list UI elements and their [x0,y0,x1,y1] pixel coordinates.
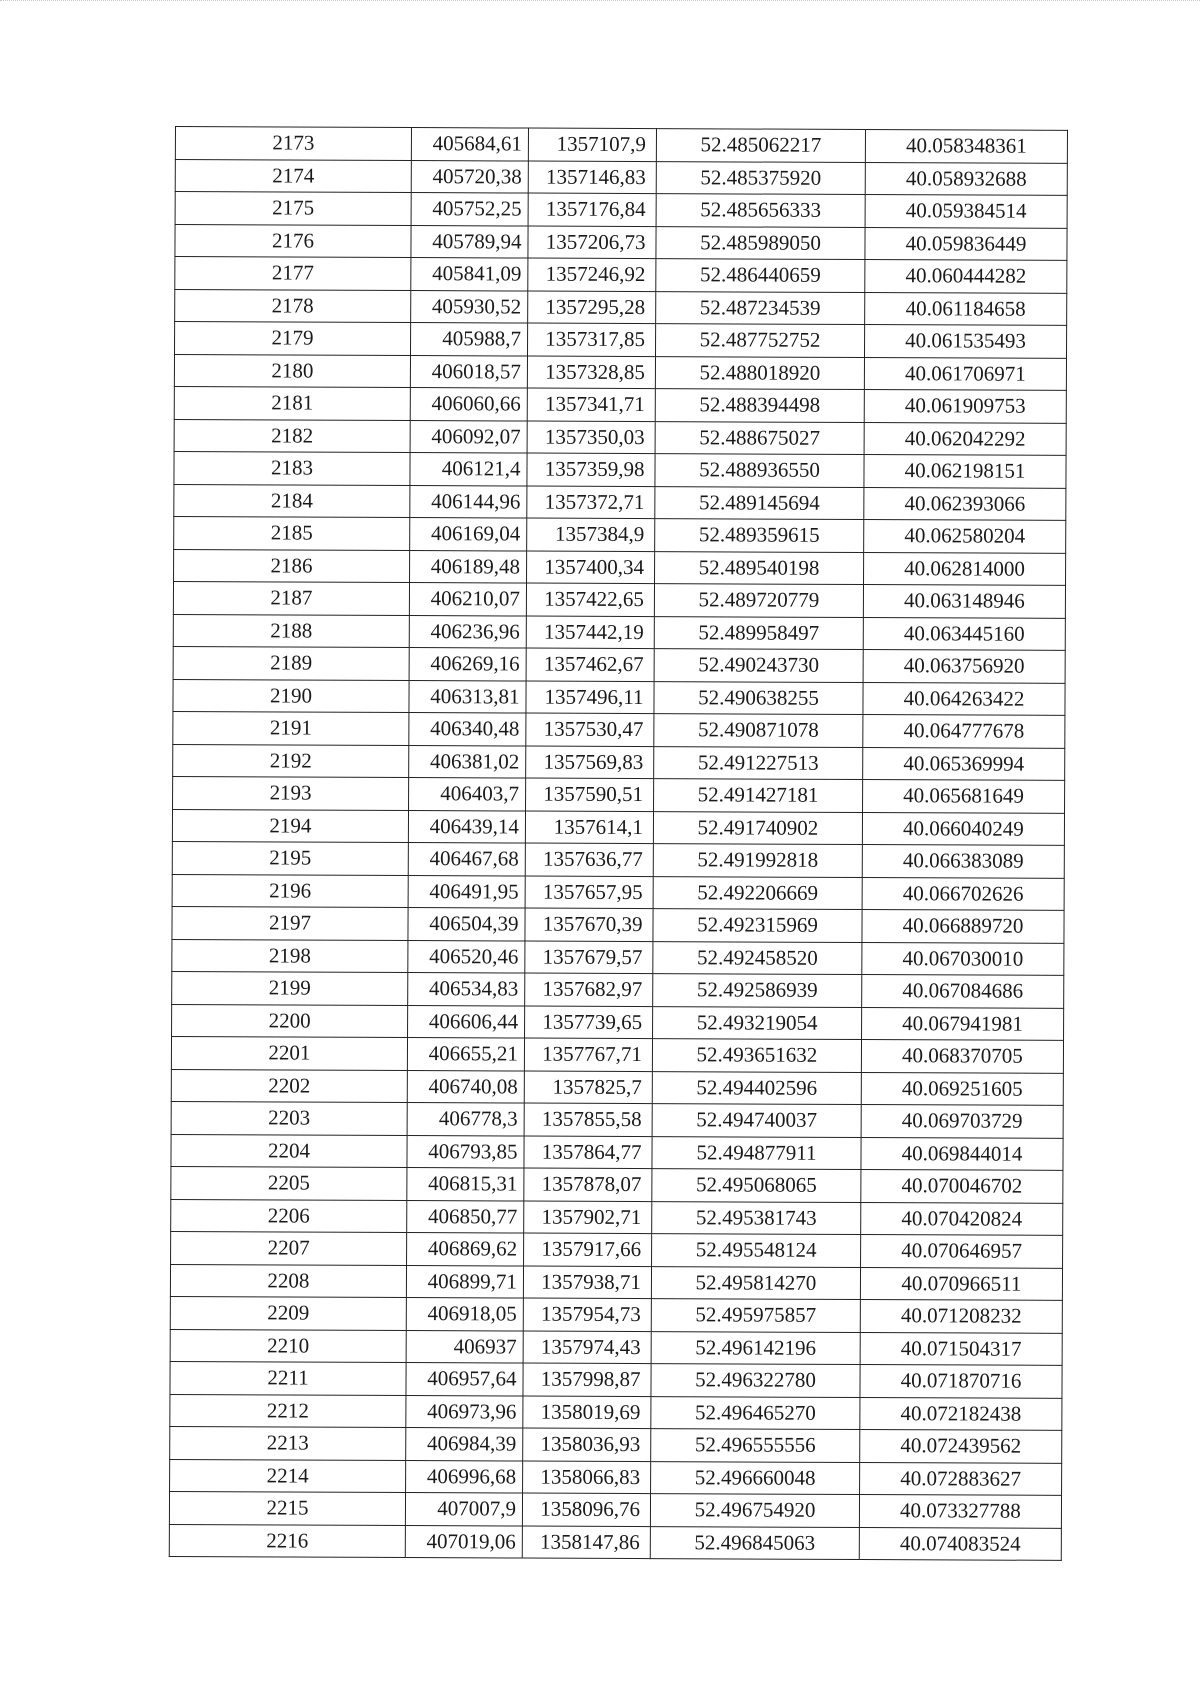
longitude-cell: 40.068370705 [861,1040,1063,1073]
latitude-cell: 52.495975857 [651,1299,860,1332]
x-coordinate-cell: 406793,85 [407,1135,524,1168]
y-coordinate-cell: 1357372,71 [527,486,655,519]
latitude-cell: 52.496660048 [651,1461,860,1494]
latitude-cell: 52.485062217 [656,129,865,162]
latitude-cell: 52.491227513 [654,746,863,779]
x-coordinate-cell: 406534,83 [408,973,525,1006]
table-row [174,516,1066,552]
coordinates-table [169,126,1068,1561]
y-coordinate-cell: 1357938,71 [523,1266,651,1299]
table-row [171,1101,1063,1137]
latitude-cell: 52.490871078 [654,714,863,747]
latitude-cell: 52.496754920 [650,1494,859,1527]
table-row [169,1524,1061,1560]
point-number-cell: 2183 [174,451,410,485]
longitude-cell: 40.061535493 [864,325,1066,358]
longitude-cell: 40.063148946 [863,585,1065,618]
x-coordinate-cell: 406060,66 [410,388,527,421]
table-row [175,289,1067,325]
table-row [172,841,1064,877]
point-number-cell: 2199 [172,971,408,1005]
longitude-cell: 40.063445160 [863,617,1065,650]
y-coordinate-cell: 1357614,1 [525,811,653,844]
longitude-cell: 40.070646957 [861,1235,1063,1268]
latitude-cell: 52.496142196 [651,1331,860,1364]
longitude-cell: 40.069251605 [861,1072,1063,1105]
y-coordinate-cell: 1357998,87 [523,1363,651,1396]
y-coordinate-cell: 1357739,65 [525,1006,653,1039]
latitude-cell: 52.496845063 [650,1526,859,1559]
longitude-cell: 40.065681649 [863,780,1065,813]
point-number-cell: 2198 [172,939,408,973]
table-row [171,1199,1063,1235]
y-coordinate-cell: 1357569,83 [526,746,654,779]
table-row [170,1329,1062,1365]
longitude-cell: 40.072883627 [860,1462,1062,1495]
point-number-cell: 2202 [171,1069,407,1103]
longitude-cell: 40.071870716 [860,1365,1062,1398]
point-number-cell: 2193 [173,776,409,810]
point-number-cell: 2186 [174,549,410,583]
x-coordinate-cell: 405789,94 [411,225,528,258]
y-coordinate-cell: 1357328,85 [527,356,655,389]
x-coordinate-cell: 406403,7 [409,778,526,811]
point-number-cell: 2196 [172,874,408,908]
point-number-cell: 2203 [171,1101,407,1135]
point-number-cell: 2204 [171,1134,407,1168]
y-coordinate-cell: 1358147,86 [522,1526,650,1559]
table-row [173,646,1065,682]
x-coordinate-cell: 406467,68 [408,843,525,876]
latitude-cell: 52.488675027 [655,421,864,454]
point-number-cell: 2182 [174,419,410,453]
point-number-cell: 2191 [173,711,409,745]
y-coordinate-cell: 1357767,71 [524,1038,652,1071]
y-coordinate-cell: 1357400,34 [527,551,655,584]
point-number-cell: 2185 [174,516,410,550]
latitude-cell: 52.492315969 [653,909,862,942]
y-coordinate-cell: 1357462,67 [526,648,654,681]
x-coordinate-cell: 406957,64 [406,1363,523,1396]
latitude-cell: 52.496555556 [651,1429,860,1462]
longitude-cell: 40.062814000 [864,552,1066,585]
y-coordinate-cell: 1357855,58 [524,1103,652,1136]
y-coordinate-cell: 1357954,73 [523,1298,651,1331]
y-coordinate-cell: 1357670,39 [525,908,653,941]
longitude-cell: 40.065369994 [863,747,1065,780]
x-coordinate-cell: 406606,44 [408,1005,525,1038]
point-number-cell: 2208 [170,1264,406,1298]
x-coordinate-cell: 406121,4 [410,453,527,486]
y-coordinate-cell: 1358096,76 [522,1493,650,1526]
latitude-cell: 52.491740902 [653,811,862,844]
x-coordinate-cell: 406269,16 [409,648,526,681]
x-coordinate-cell: 406144,96 [410,485,527,518]
table-row [172,939,1064,975]
latitude-cell: 52.489145694 [655,486,864,519]
y-coordinate-cell: 1357878,07 [524,1168,652,1201]
x-coordinate-cell: 405930,52 [411,290,528,323]
latitude-cell: 52.492586939 [653,974,862,1007]
table-row [173,776,1065,812]
x-coordinate-cell: 406092,07 [410,420,527,453]
x-coordinate-cell: 405720,38 [411,160,528,193]
latitude-cell: 52.487752752 [656,324,865,357]
point-number-cell: 2207 [171,1231,407,1265]
longitude-cell: 40.059836449 [865,227,1067,260]
latitude-cell: 52.492458520 [653,941,862,974]
latitude-cell: 52.488018920 [655,356,864,389]
x-coordinate-cell: 406899,71 [406,1265,523,1298]
table-row [171,1134,1063,1170]
y-coordinate-cell: 1357317,85 [528,323,656,356]
table-row [174,484,1066,520]
y-coordinate-cell: 1357107,9 [528,128,656,161]
table-row [171,1036,1063,1072]
point-number-cell: 2194 [172,809,408,843]
y-coordinate-cell: 1357530,47 [526,713,654,746]
table-row [171,1166,1063,1202]
y-coordinate-cell: 1357176,84 [528,193,656,226]
x-coordinate-cell: 406815,31 [407,1168,524,1201]
longitude-cell: 40.063756920 [863,650,1065,683]
longitude-cell: 40.062042292 [864,422,1066,455]
table-row [171,1069,1063,1105]
point-number-cell: 2188 [173,614,409,648]
longitude-cell: 40.066702626 [862,877,1064,910]
x-coordinate-cell: 406169,04 [410,518,527,551]
table-row [170,1459,1062,1495]
longitude-cell: 40.059384514 [865,195,1067,228]
latitude-cell: 52.495068065 [652,1169,861,1202]
y-coordinate-cell: 1357974,43 [523,1331,651,1364]
latitude-cell: 52.491427181 [654,779,863,812]
y-coordinate-cell: 1357679,57 [525,941,653,974]
longitude-cell: 40.069703729 [861,1105,1063,1138]
point-number-cell: 2216 [169,1524,405,1558]
longitude-cell: 40.064777678 [863,715,1065,748]
longitude-cell: 40.064263422 [863,682,1065,715]
table-row [175,224,1067,260]
table-row [174,386,1066,422]
longitude-cell: 40.062198151 [864,455,1066,488]
table-row [175,127,1067,163]
table-row [170,1394,1062,1430]
latitude-cell: 52.489540198 [655,551,864,584]
table-row [175,322,1067,358]
x-coordinate-cell: 405752,25 [411,193,528,226]
table-row [175,159,1067,195]
x-coordinate-cell: 406313,81 [409,680,526,713]
y-coordinate-cell: 1357825,7 [524,1071,652,1104]
x-coordinate-cell: 406491,95 [408,875,525,908]
longitude-cell: 40.070046702 [861,1170,1063,1203]
point-number-cell: 2210 [170,1329,406,1363]
x-coordinate-cell: 406340,48 [409,713,526,746]
latitude-cell: 52.486440659 [656,259,865,292]
x-coordinate-cell: 406996,68 [406,1460,523,1493]
coordinates-table-body [169,127,1067,1561]
x-coordinate-cell: 406655,21 [407,1038,524,1071]
x-coordinate-cell: 406869,62 [407,1233,524,1266]
y-coordinate-cell: 1357350,03 [527,421,655,454]
latitude-cell: 52.485989050 [656,226,865,259]
latitude-cell: 52.494740037 [652,1104,861,1137]
y-coordinate-cell: 1358019,69 [523,1396,651,1429]
longitude-cell: 40.071504317 [860,1332,1062,1365]
longitude-cell: 40.072439562 [860,1430,1062,1463]
point-number-cell: 2212 [170,1394,406,1428]
point-number-cell: 2173 [175,127,411,161]
y-coordinate-cell: 1357359,98 [527,453,655,486]
latitude-cell: 52.485656333 [656,194,865,227]
table-row [172,971,1064,1007]
latitude-cell: 52.485375920 [656,161,865,194]
point-number-cell: 2214 [170,1459,406,1493]
longitude-cell: 40.061706971 [864,357,1066,390]
x-coordinate-cell: 406850,77 [407,1200,524,1233]
latitude-cell: 52.496322780 [651,1364,860,1397]
latitude-cell: 52.490638255 [654,681,863,714]
longitude-cell: 40.062393066 [864,487,1066,520]
latitude-cell: 52.488394498 [655,389,864,422]
point-number-cell: 2206 [171,1199,407,1233]
latitude-cell: 52.489359615 [655,519,864,552]
table-row [172,809,1064,845]
point-number-cell: 2175 [175,192,411,226]
x-coordinate-cell: 406778,3 [407,1103,524,1136]
table-row [169,1491,1061,1527]
x-coordinate-cell: 406189,48 [410,550,527,583]
point-number-cell: 2200 [172,1004,408,1038]
longitude-cell: 40.073327788 [859,1494,1061,1527]
point-number-cell: 2211 [170,1361,406,1395]
latitude-cell: 52.494402596 [652,1071,861,1104]
point-number-cell: 2176 [175,224,411,258]
table-row [173,679,1065,715]
longitude-cell: 40.066383089 [862,845,1064,878]
longitude-cell: 40.058932688 [865,162,1067,195]
y-coordinate-cell: 1357682,97 [525,973,653,1006]
table-row [174,354,1066,390]
y-coordinate-cell: 1357422,65 [526,583,654,616]
longitude-cell: 40.058348361 [865,130,1067,163]
y-coordinate-cell: 1357341,71 [527,388,655,421]
x-coordinate-cell: 406236,96 [409,615,526,648]
point-number-cell: 2184 [174,484,410,518]
table-row [173,614,1065,650]
point-number-cell: 2177 [175,257,411,291]
table-row [175,257,1067,293]
longitude-cell: 40.067941981 [862,1007,1064,1040]
table-row [173,711,1065,747]
scan-edge-line [0,0,1200,11]
table-row [172,1004,1064,1040]
latitude-cell: 52.494877911 [652,1136,861,1169]
x-coordinate-cell: 406740,08 [407,1070,524,1103]
x-coordinate-cell: 406381,02 [409,745,526,778]
point-number-cell: 2181 [174,386,410,420]
y-coordinate-cell: 1357590,51 [526,778,654,811]
longitude-cell: 40.067084686 [862,975,1064,1008]
y-coordinate-cell: 1357657,95 [525,876,653,909]
y-coordinate-cell: 1357917,66 [524,1233,652,1266]
x-coordinate-cell: 407019,06 [405,1525,522,1558]
table-row [172,874,1064,910]
longitude-cell: 40.069844014 [861,1137,1063,1170]
latitude-cell: 52.493651632 [652,1039,861,1072]
point-number-cell: 2180 [174,354,410,388]
point-number-cell: 2190 [173,679,409,713]
latitude-cell: 52.489958497 [654,616,863,649]
y-coordinate-cell: 1357384,9 [527,518,655,551]
y-coordinate-cell: 1357496,11 [526,681,654,714]
table-row [170,1361,1062,1397]
y-coordinate-cell: 1357295,28 [528,291,656,324]
longitude-cell: 40.066040249 [862,812,1064,845]
latitude-cell: 52.495814270 [651,1266,860,1299]
table-row [170,1264,1062,1300]
table-row [173,744,1065,780]
point-number-cell: 2178 [175,289,411,323]
y-coordinate-cell: 1357246,92 [528,258,656,291]
x-coordinate-cell: 406504,39 [408,908,525,941]
point-number-cell: 2205 [171,1166,407,1200]
longitude-cell: 40.070420824 [861,1202,1063,1235]
latitude-cell: 52.488936550 [655,454,864,487]
point-number-cell: 2189 [173,646,409,680]
longitude-cell: 40.072182438 [860,1397,1062,1430]
latitude-cell: 52.495548124 [652,1234,861,1267]
x-coordinate-cell: 406520,46 [408,940,525,973]
point-number-cell: 2187 [173,581,409,615]
y-coordinate-cell: 1357864,77 [524,1136,652,1169]
table-row [171,1231,1063,1267]
y-coordinate-cell: 1357902,71 [524,1201,652,1234]
x-coordinate-cell: 406918,05 [406,1298,523,1331]
y-coordinate-cell: 1358036,93 [523,1428,651,1461]
x-coordinate-cell: 406018,57 [410,355,527,388]
x-coordinate-cell: 405684,61 [411,128,528,161]
table-row [175,192,1067,228]
latitude-cell: 52.487234539 [656,291,865,324]
point-number-cell: 2215 [169,1491,405,1525]
latitude-cell: 52.493219054 [653,1006,862,1039]
y-coordinate-cell: 1357146,83 [528,161,656,194]
longitude-cell: 40.066889720 [862,910,1064,943]
longitude-cell: 40.061909753 [864,390,1066,423]
point-number-cell: 2201 [171,1036,407,1070]
x-coordinate-cell: 406210,07 [409,583,526,616]
longitude-cell: 40.070966511 [860,1267,1062,1300]
point-number-cell: 2195 [172,841,408,875]
table-row [174,419,1066,455]
point-number-cell: 2213 [170,1426,406,1460]
point-number-cell: 2209 [170,1296,406,1330]
y-coordinate-cell: 1357636,77 [525,843,653,876]
longitude-cell: 40.060444282 [865,260,1067,293]
longitude-cell: 40.061184658 [865,292,1067,325]
point-number-cell: 2197 [172,906,408,940]
longitude-cell: 40.067030010 [862,942,1064,975]
x-coordinate-cell: 407007,9 [405,1493,522,1526]
y-coordinate-cell: 1357442,19 [526,616,654,649]
table-row [173,581,1065,617]
latitude-cell: 52.495381743 [652,1201,861,1234]
latitude-cell: 52.491992818 [653,844,862,877]
y-coordinate-cell: 1358066,83 [523,1461,651,1494]
longitude-cell: 40.071208232 [860,1300,1062,1333]
longitude-cell: 40.074083524 [859,1527,1061,1560]
point-number-cell: 2192 [173,744,409,778]
table-row [174,549,1066,585]
x-coordinate-cell: 405841,09 [411,258,528,291]
x-coordinate-cell: 406973,96 [406,1395,523,1428]
table-row [170,1296,1062,1332]
point-number-cell: 2174 [175,159,411,193]
x-coordinate-cell: 406984,39 [406,1428,523,1461]
point-number-cell: 2179 [175,322,411,356]
table-row [172,906,1064,942]
y-coordinate-cell: 1357206,73 [528,226,656,259]
x-coordinate-cell: 406439,14 [408,810,525,843]
x-coordinate-cell: 406937 [406,1330,523,1363]
table-row [174,451,1066,487]
table-row [170,1426,1062,1462]
latitude-cell: 52.496465270 [651,1396,860,1429]
longitude-cell: 40.062580204 [864,520,1066,553]
latitude-cell: 52.492206669 [653,876,862,909]
latitude-cell: 52.490243730 [654,649,863,682]
latitude-cell: 52.489720779 [654,584,863,617]
x-coordinate-cell: 405988,7 [411,323,528,356]
